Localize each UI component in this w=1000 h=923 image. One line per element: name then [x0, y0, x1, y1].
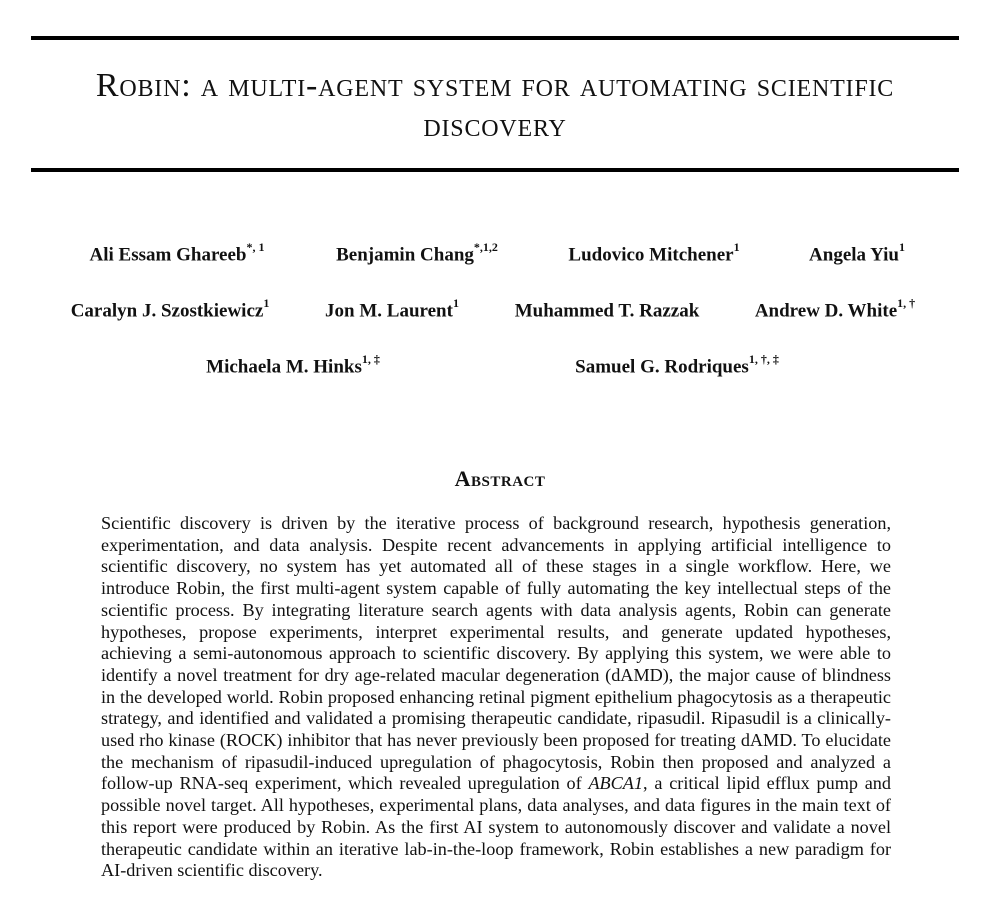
author-affiliation: *, 1 [246, 240, 265, 254]
author [568, 242, 739, 266]
author-affiliation: 1, ‡ [361, 352, 380, 366]
author-affiliation: 1 [452, 296, 459, 310]
author [515, 298, 700, 322]
author [325, 298, 459, 322]
abstract-body [101, 513, 891, 882]
author-name: Michaela M. Hinks [206, 356, 362, 378]
author-name: Ludovico Mitchener [568, 244, 734, 266]
author [575, 354, 779, 378]
author-affiliation: 1, † [897, 296, 916, 310]
abstract-text-part-2: , a critical lipid efflux pump and possible novel target. All hypotheses, experimental plans, data analyses, and data figures in the main text of this report were produced by Robin. As the first AI system to autonomously discover and validate a novel therapeutic candidate within an iterative lab-in-the-loop framework, Robin establishes a new paradigm for AI-driven scientific discovery. [101, 773, 891, 881]
bottom-rule [31, 168, 959, 172]
author-name: Jon M. Laurent [325, 300, 453, 322]
author-affiliation: 1 [733, 240, 740, 254]
author-affiliation: 1 [263, 296, 270, 310]
author-name: Ali Essam Ghareeb [89, 244, 247, 266]
author-name: Caralyn J. Szostkiewicz [70, 300, 264, 322]
author [336, 242, 498, 266]
top-rule [31, 36, 959, 40]
abstract-text-part-1: Scientific discovery is driven by the iterative process of background research, hypothesis generation, experimentation, and data analysis. Despite recent advancements in applying artificial intelligence to scientific discovery, no system has yet automated all of these stages in a single workflow. Here, we introduce Robin, the first multi-agent system capable of fully automating the key intellectual steps of the scientific process. By integrating literature search agents with data analysis agents, Robin can generate hypotheses, propose experiments, interpret experimental results, and generate updated hypotheses, achieving a semi-autonomous approach to scientific discovery. By applying this system, we were able to identify a novel treatment for dry age-related macular degeneration (dAMD), the major cause of blindness in the developed world. Robin proposed enhancing retinal pigment epithelium phagocytosis as a therapeutic strategy, and identified and validated a promising therapeutic candidate, ripasudil. Ripasudil is a clinically-used rho kinase (ROCK) inhibitor that has never previously been proposed for treating dAMD. To elucidate the mechanism of ripasudil-induced upregulation of phagocytosis, Robin then proposed and analyzed a follow-up RNA-seq experiment, which revealed upregulation of [101, 513, 891, 794]
author-name: Andrew D. White [754, 300, 898, 322]
author-name: Benjamin Chang [336, 244, 474, 266]
author-name: Muhammed T. Razzak [514, 300, 700, 322]
author-name: Samuel G. Rodriques [575, 356, 749, 378]
author-affiliation: *,1,2 [473, 240, 498, 254]
paper-title: Robin: a multi-agent system for automating scientific discovery [95, 67, 895, 144]
author-affiliation: 1 [898, 240, 905, 254]
author [755, 298, 915, 322]
author [809, 242, 905, 266]
author-name: Angela Yiu [809, 244, 899, 266]
author [206, 354, 380, 378]
author-affiliation: 1, †, ‡ [748, 352, 779, 366]
author [71, 298, 270, 322]
abstract-gene-name: ABCA1 [588, 773, 643, 794]
abstract-heading: Abstract [454, 466, 546, 491]
author [90, 242, 265, 266]
